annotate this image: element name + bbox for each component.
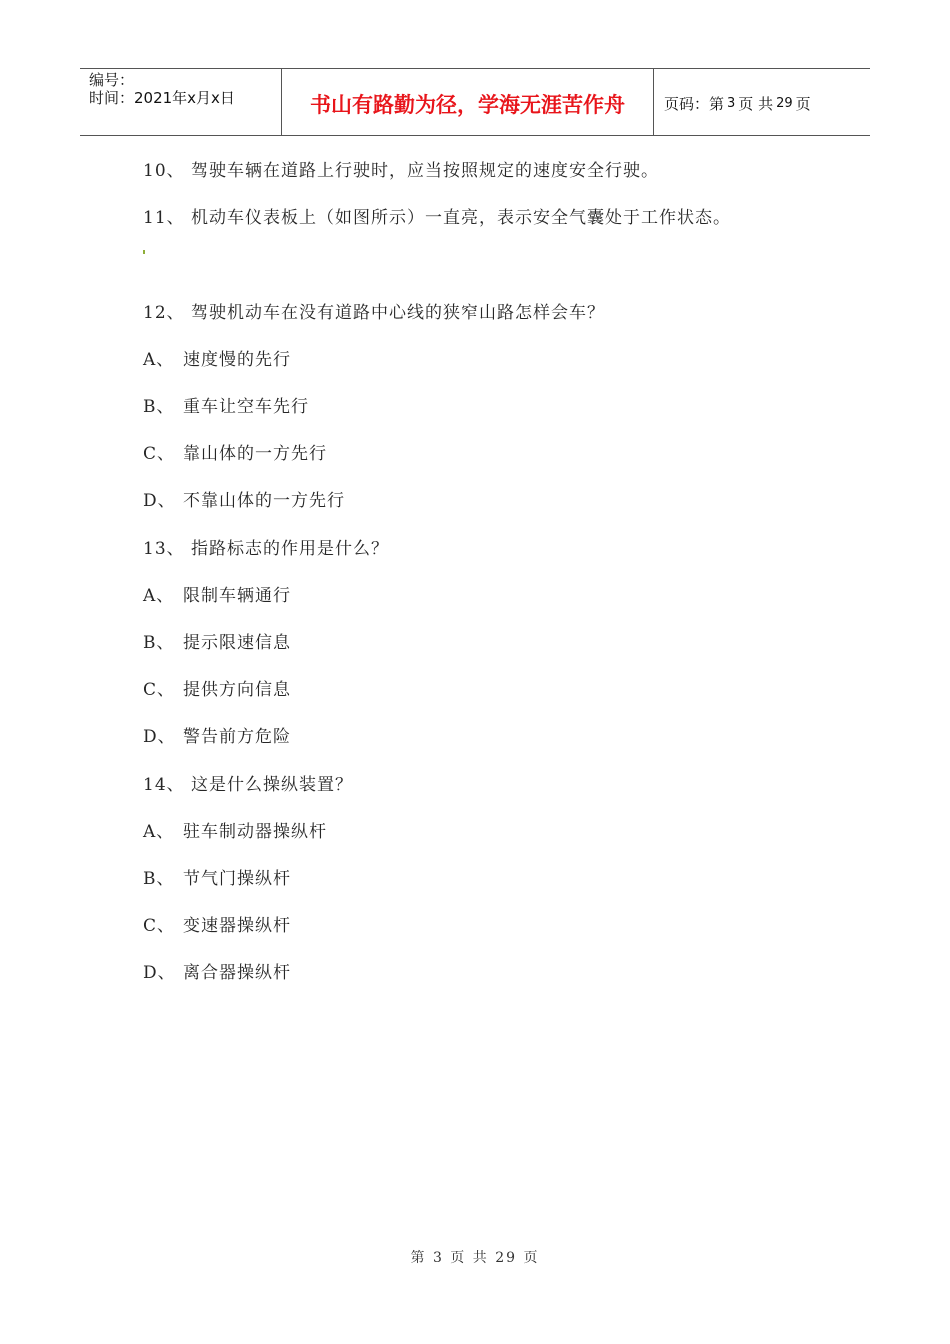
question-text: 驾驶机动车在没有道路中心线的狭窄山路怎样会车？ bbox=[191, 303, 605, 323]
option-mark: B、 bbox=[143, 633, 175, 653]
option-13-b bbox=[143, 628, 291, 653]
option-mark: A、 bbox=[143, 350, 175, 370]
image-placeholder-dot bbox=[143, 250, 145, 254]
option-mark: C、 bbox=[143, 916, 176, 936]
page-header bbox=[80, 68, 870, 136]
option-13-a bbox=[143, 581, 291, 606]
page-number: 3 bbox=[727, 95, 736, 111]
option-12-b bbox=[143, 392, 309, 417]
question-13 bbox=[143, 534, 389, 559]
header-motto: 书山有路勤为径，学海无涯苦作舟 bbox=[282, 69, 654, 135]
option-14-b bbox=[143, 864, 291, 889]
option-text: 警告前方危险 bbox=[183, 727, 291, 747]
option-mark: B、 bbox=[143, 397, 175, 417]
option-14-c bbox=[143, 911, 291, 936]
page-suffix: 页 bbox=[795, 94, 811, 113]
option-mark: D、 bbox=[143, 727, 176, 747]
page-prefix: 页码：第 bbox=[664, 94, 725, 113]
question-14 bbox=[143, 770, 353, 795]
option-mark: A、 bbox=[143, 586, 175, 606]
option-text: 靠山体的一方先行 bbox=[183, 444, 327, 464]
option-mark: D、 bbox=[143, 491, 176, 511]
option-13-c bbox=[143, 675, 291, 700]
header-page-info bbox=[654, 69, 870, 135]
option-mark: B、 bbox=[143, 869, 175, 889]
question-text: 指路标志的作用是什么？ bbox=[191, 539, 389, 559]
page-total: 29 bbox=[776, 95, 793, 111]
option-mark: D、 bbox=[143, 963, 176, 983]
option-13-d bbox=[143, 722, 291, 747]
serial-label: 编号： bbox=[89, 71, 135, 89]
option-mark: A、 bbox=[143, 822, 175, 842]
question-12 bbox=[143, 298, 605, 323]
option-text: 离合器操纵杆 bbox=[183, 963, 291, 983]
date-label: 时间：2021年x月x日 bbox=[89, 89, 235, 107]
option-text: 重车让空车先行 bbox=[183, 397, 309, 417]
question-number: 10、 bbox=[143, 161, 185, 181]
option-12-a bbox=[143, 345, 291, 370]
question-text: 驾驶车辆在道路上行驶时，应当按照规定的速度安全行驶。 bbox=[191, 161, 659, 181]
option-12-d bbox=[143, 486, 345, 511]
question-10 bbox=[143, 156, 659, 181]
option-text: 限制车辆通行 bbox=[183, 586, 291, 606]
option-text: 提示限速信息 bbox=[183, 633, 291, 653]
page-footer: 第 3 页 共 29 页 bbox=[410, 1250, 540, 1266]
question-number: 11、 bbox=[143, 208, 185, 228]
option-text: 速度慢的先行 bbox=[183, 350, 291, 370]
option-text: 提供方向信息 bbox=[183, 680, 291, 700]
option-text: 变速器操纵杆 bbox=[183, 916, 291, 936]
question-number: 13、 bbox=[143, 539, 185, 559]
option-text: 不靠山体的一方先行 bbox=[183, 491, 345, 511]
question-text: 机动车仪表板上（如图所示）一直亮，表示安全气囊处于工作状态。 bbox=[191, 208, 731, 228]
option-14-a bbox=[143, 817, 327, 842]
question-number: 14、 bbox=[143, 775, 185, 795]
option-text: 驻车制动器操纵杆 bbox=[183, 822, 327, 842]
option-14-d bbox=[143, 958, 291, 983]
option-mark: C、 bbox=[143, 444, 176, 464]
question-11 bbox=[143, 203, 731, 228]
question-text: 这是什么操纵装置？ bbox=[191, 775, 353, 795]
question-number: 12、 bbox=[143, 303, 185, 323]
header-meta bbox=[80, 69, 282, 135]
option-mark: C、 bbox=[143, 680, 176, 700]
page-mid: 页 共 bbox=[738, 94, 774, 113]
option-text: 节气门操纵杆 bbox=[183, 869, 291, 889]
option-12-c bbox=[143, 439, 327, 464]
